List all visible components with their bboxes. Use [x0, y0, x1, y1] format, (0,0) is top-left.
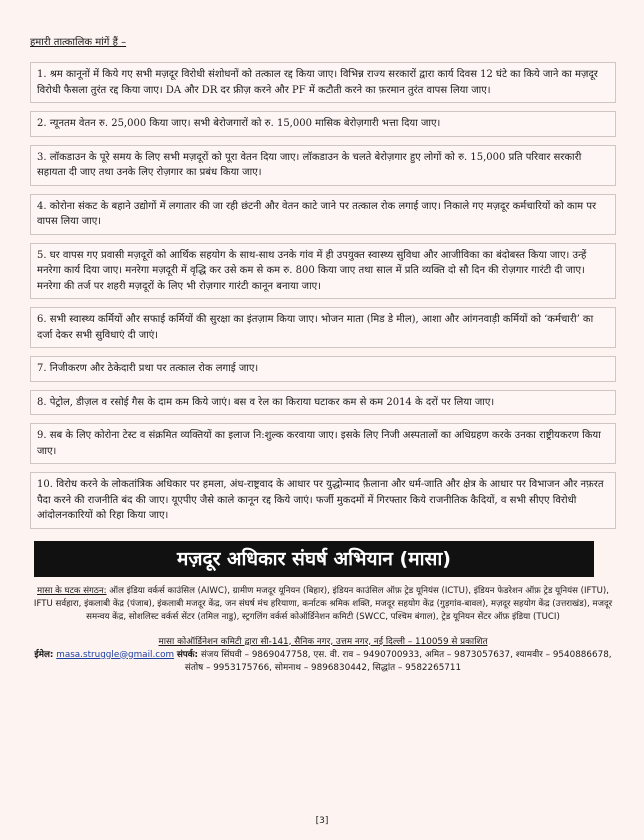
- demand-item: 8. पेट्रोल, डीज़ल व रसोई गैस के दाम कम किये जाएं। बस व रेल का किराया घटाकर कम से कम 2014 के दरों पर लिया जाए।: [30, 390, 616, 416]
- contact-numbers: संजय सिंघवी – 9869047758, एस. वी. राव – 9490700933, अमित – 9873057637, श्यामवीर – 9540886678, संतोष – 9953175766, सोमनाथ – 9896830442, सिद्धांत – 9582265711: [184, 649, 612, 673]
- demand-item: 7. निजीकरण और ठेकेदारी प्रथा पर तत्काल रोक लगाई जाए।: [30, 356, 616, 382]
- page-number: [3]: [315, 816, 329, 826]
- constituents-label: मासा के घटक संगठन:: [37, 585, 107, 596]
- organization-banner: मज़दूर अधिकार संघर्ष अभियान (मासा): [34, 541, 594, 577]
- demand-item: 4. कोरोना संकट के बहाने उद्योगों में लगातार की जा रही छंटनी और वेतन काटे जाने पर तत्काल रोक लगाई जाए। निकाले गए मज़दूर कर्मचारियों को काम पर वापस लिया जाए।: [30, 194, 616, 235]
- demands-heading: हमारी तात्कालिक मांगें हैं –: [30, 37, 127, 48]
- publisher-line: मासा कोऑर्डिनेशन कमिटी द्वारा सी-141, सैनिक नगर, उत्तम नगर, नई दिल्ली – 110059 से प्रकाशित: [158, 636, 488, 647]
- demand-item: 2. न्यूनतम वेतन रु. 25,000 किया जाए। सभी बेरोजगारों को रु. 15,000 मासिक बेरोज़गारी भत्ता दिया जाए।: [30, 111, 616, 137]
- demand-item: 5. घर वापस गए प्रवासी मज़दूरों को आर्थिक सहयोग के साथ-साथ उनके गांव में ही उपयुक्त स्वास्थ्य सुविधा और आजीविका का बंदोबस्त किया जाए। उन्हें मनरेगा कार्य दिया जाए। मनरेगा मज़दूरी में वृद्धि कर उसे कम से कम रु. 800 किया जाए तथा साल में प्रति व्यक्ति दो सौ दिन की रोज़गार गारंटी दी जाए। मनरेगा की तर्ज पर शहरी मज़दूरों के लिए भी रोज़गार गारंटी कानून बनाया जाए।: [30, 243, 616, 300]
- email-label: ईमेल:: [34, 649, 54, 660]
- demands-list: [30, 62, 616, 529]
- constituents-text: ऑल इंडिया वर्कर्स काउंसिल (AIWC), ग्रामीण मजदूर यूनियन (बिहार), इंडियन काउंसिल ऑफ़ ट्रेड यूनियंस (ICTU), इंडियन फेडरेशन ऑफ़ ट्रेड यूनियंस (IFTU), IFTU सर्वहारा, इंकलाबी केंद्र (पंजाब), इंकलाबी मजदूर केंद्र, जन संघर्ष मंच हरियाणा, कर्नाटक श्रमिक शक्ति, मजदूर सहयोग केंद्र (गुड़गांव-बावल), मज़दूर सहयोग केंद्र (उत्तराखंड), मजदूर समन्वय केंद्र, सोशलिस्ट वर्कर्स सेंटर (तमिल नाडु), स्ट्रगलिंग वर्कर्स कोऑर्डिनेशन कमिटी (SWCC, पश्चिम बंगाल), ट्रेड यूनियन सेंटर ऑफ़ इंडिया (TUCI): [33, 585, 613, 622]
- demand-item: 10. विरोध करने के लोकतांत्रिक अधिकार पर हमला, अंध-राष्ट्रवाद के आधार पर युद्धोन्माद फ़ैलाना और धर्म-जाति और क्षेत्र के आधार पर विभाजन और नफ़रत पैदा करने की राजनीति बंद की जाए। यूएपीए जैसे काले कानून रद्द किये जाएं। फर्जी मुकदमों में गिरफ्तार किये राजनीतिक कैदियों, व सभी सीएए विरोधी आंदोलनकारियों को रिहा किया जाए।: [30, 472, 616, 529]
- demand-item: 6. सभी स्वास्थ्य कर्मियों और सफाई कर्मियों की सुरक्षा का इंतज़ाम किया जाए। भोजन माता (मिड डे मील), आशा और आंगनवाड़ी कर्मियों को ‘कर्मचारी’ का दर्जा देकर सभी सुविधाएं दी जाएं।: [30, 307, 616, 348]
- footer: [30, 636, 616, 675]
- demand-item: 1. श्रम कानूनों में किये गए सभी मज़दूर विरोधी संशोधनों को तत्काल रद्द किया जाए। विभिन्न राज्य सरकारों द्वारा कार्य दिवस 12 घंटे का किये जाने का मज़दूर विरोधी फैसला तुरंत रद्द किया जाए। DA और DR दर फ्रीज़ करने और PF में कटौती करने का फ़रमान तुरंत वापस लिया जाए।: [30, 62, 616, 103]
- demand-item: 3. लॉकडाउन के पूरे समय के लिए सभी मज़दूरों को पूरा वेतन दिया जाए। लॉकडाउन के चलते बेरोज़गार हुए लोगों को रु. 15,000 प्रति परिवार सरकारी सहायता दी जाए तथा उनके लिए रोज़गार का प्रबंध किया जाए।: [30, 145, 616, 186]
- demand-item: 9. सब के लिए कोरोना टेस्ट व संक्रमित व्यक्तियों का इलाज नि:शुल्क करवाया जाए। इसके लिए निजी अस्पतालों का अधिग्रहण करके उनका राष्ट्रीयकरण किया जाए।: [30, 423, 616, 464]
- email-link[interactable]: masa.struggle@gmail.com: [56, 649, 175, 660]
- contact-label: संपर्क:: [176, 649, 199, 660]
- document-page: [30, 34, 616, 675]
- contact-line: [30, 649, 616, 675]
- constituent-organizations: [30, 585, 616, 624]
